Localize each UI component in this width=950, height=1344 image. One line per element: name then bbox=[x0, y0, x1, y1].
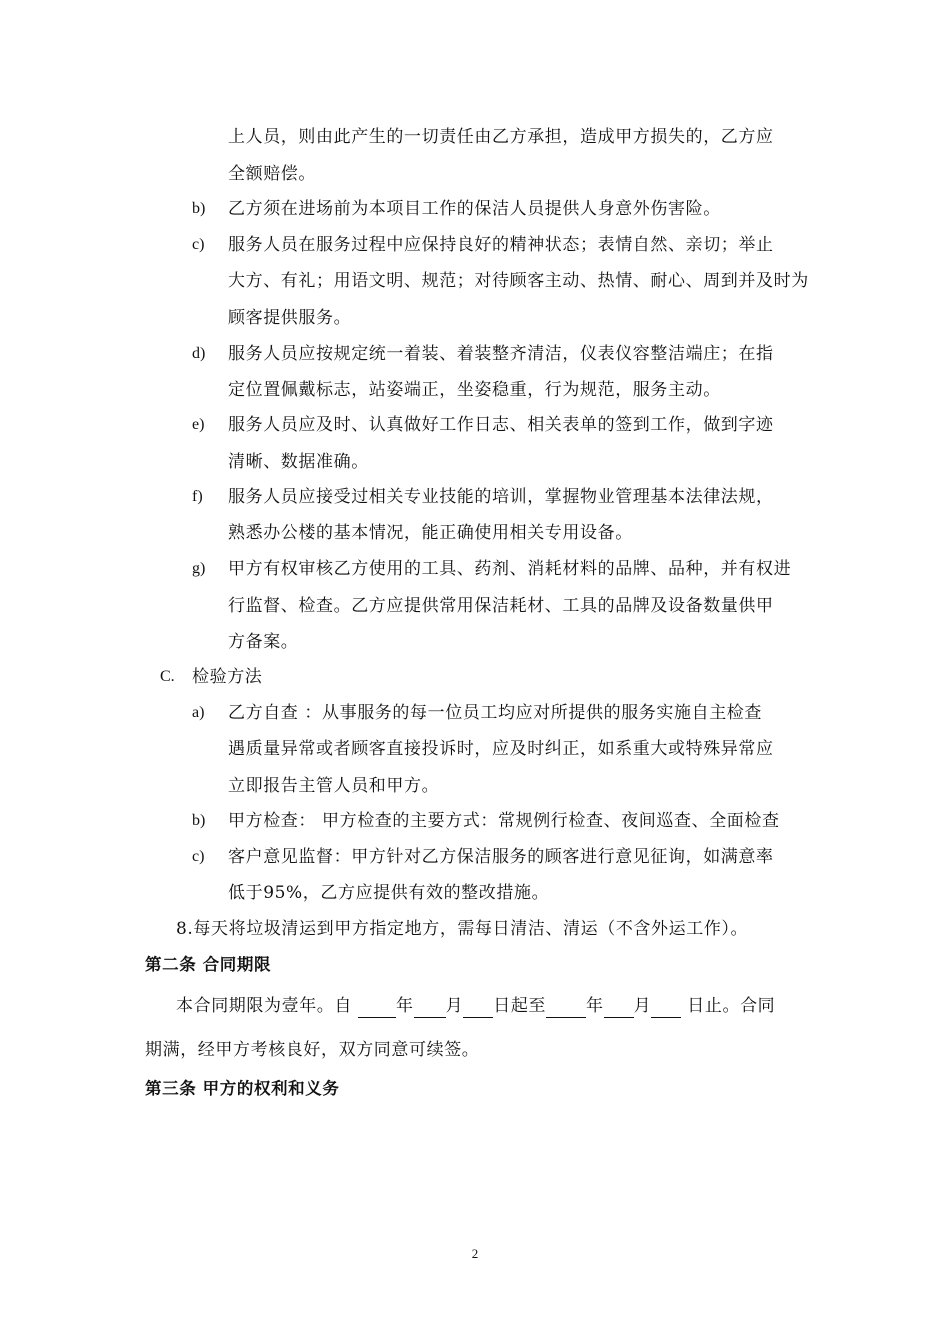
list-item-line: 熟悉办公楼的基本情况，能正确使用相关专用设备。 bbox=[228, 523, 633, 543]
page-number: 2 bbox=[471, 1246, 479, 1261]
list-marker: b) bbox=[192, 200, 206, 217]
end-month-blank bbox=[604, 999, 634, 1018]
section-title: 检验方法 bbox=[192, 667, 263, 687]
list-marker: c) bbox=[192, 848, 205, 865]
list-item-line: 方备案。 bbox=[228, 632, 299, 652]
list-item-line: 甲方有权审核乙方使用的工具、药剂、消耗材料的品牌、品种，并有权进 bbox=[228, 559, 792, 579]
from-to-label: 日起至 bbox=[493, 996, 547, 1016]
month-label: 月 bbox=[445, 996, 464, 1016]
list-marker: f) bbox=[192, 488, 203, 505]
year-label: 年 bbox=[396, 996, 414, 1016]
article-3-heading: 第三条 甲方的权利和义务 bbox=[145, 1079, 340, 1098]
list-item-line: 大方、有礼；用语文明、规范；对待顾客主动、热情、耐心、周到并及时为 bbox=[228, 271, 809, 291]
list-item-line: 立即报告主管人员和甲方。 bbox=[228, 776, 440, 796]
list-item-line: 服务人员在服务过程中应保持良好的精神状态；表情自然、亲切；举止 bbox=[228, 235, 774, 255]
list-item-line: 清晰、数据准确。 bbox=[228, 452, 369, 472]
start-month-blank bbox=[414, 999, 446, 1018]
list-marker: g) bbox=[192, 560, 206, 577]
start-day-blank bbox=[463, 999, 493, 1018]
list-marker: c) bbox=[192, 236, 205, 253]
list-item-line: 全额赔偿。 bbox=[228, 164, 316, 184]
article-2-heading: 第二条 合同期限 bbox=[145, 955, 272, 974]
list-marker: a) bbox=[192, 704, 205, 721]
list-item-line: 上人员，则由此产生的一切责任由乙方承担，造成甲方损失的，乙方应 bbox=[228, 127, 774, 147]
year-label: 年 bbox=[586, 996, 604, 1016]
month-label: 月 bbox=[633, 996, 652, 1016]
list-item-line: 服务人员应接受过相关专业技能的培训，掌握物业管理基本法律法规， bbox=[228, 487, 774, 507]
list-marker: d) bbox=[192, 345, 206, 362]
end-year-blank bbox=[546, 999, 586, 1018]
article-2-paragraph-line-1 bbox=[176, 994, 775, 1018]
start-year-blank bbox=[358, 999, 396, 1018]
article-2-paragraph-line-2: 期满，经甲方考核良好，双方同意可续签。 bbox=[145, 1040, 480, 1060]
term-text-end: 日止。合同 bbox=[681, 996, 776, 1016]
list-item-line: 定位置佩戴标志，站姿端正，坐姿稳重，行为规范，服务主动。 bbox=[228, 380, 721, 400]
section-marker: C. bbox=[160, 668, 175, 685]
end-day-blank bbox=[651, 999, 681, 1018]
list-item-line: 乙方须在进场前为本项目工作的保洁人员提供人身意外伤害险。 bbox=[228, 199, 721, 219]
list-item-line: 遇质量异常或者顾客直接投诉时，应及时纠正，如系重大或特殊异常应 bbox=[228, 739, 774, 759]
list-item-line: 行监督、检查。乙方应提供常用保洁耗材、工具的品牌及设备数量供甲 bbox=[228, 596, 774, 616]
list-marker: e) bbox=[192, 416, 205, 433]
list-item-line: 客户意见监督：甲方针对乙方保洁服务的顾客进行意见征询，如满意率 bbox=[228, 847, 774, 867]
list-item-line: 服务人员应及时、认真做好工作日志、相关表单的签到工作，做到字迹 bbox=[228, 415, 774, 435]
list-item-line: 低于95%，乙方应提供有效的整改措施。 bbox=[228, 883, 550, 903]
list-item-line: 服务人员应按规定统一着装、着装整齐清洁，仪表仪容整洁端庄；在指 bbox=[228, 344, 774, 364]
list-item-line: 顾客提供服务。 bbox=[228, 308, 352, 328]
item-8-text: 8.每天将垃圾清运到甲方指定地方，需每日清洁、清运（不含外运工作）。 bbox=[176, 919, 749, 939]
list-item-line: 乙方自查 ：从事服务的每一位员工均应对所提供的服务实施自主检查 bbox=[228, 703, 763, 723]
list-marker: b) bbox=[192, 812, 206, 829]
list-item-line: 甲方检查： 甲方检查的主要方式：常规例行检查、夜间巡查、全面检查 bbox=[228, 811, 780, 831]
term-text-start: 本合同期限为壹年。自 bbox=[176, 996, 359, 1016]
